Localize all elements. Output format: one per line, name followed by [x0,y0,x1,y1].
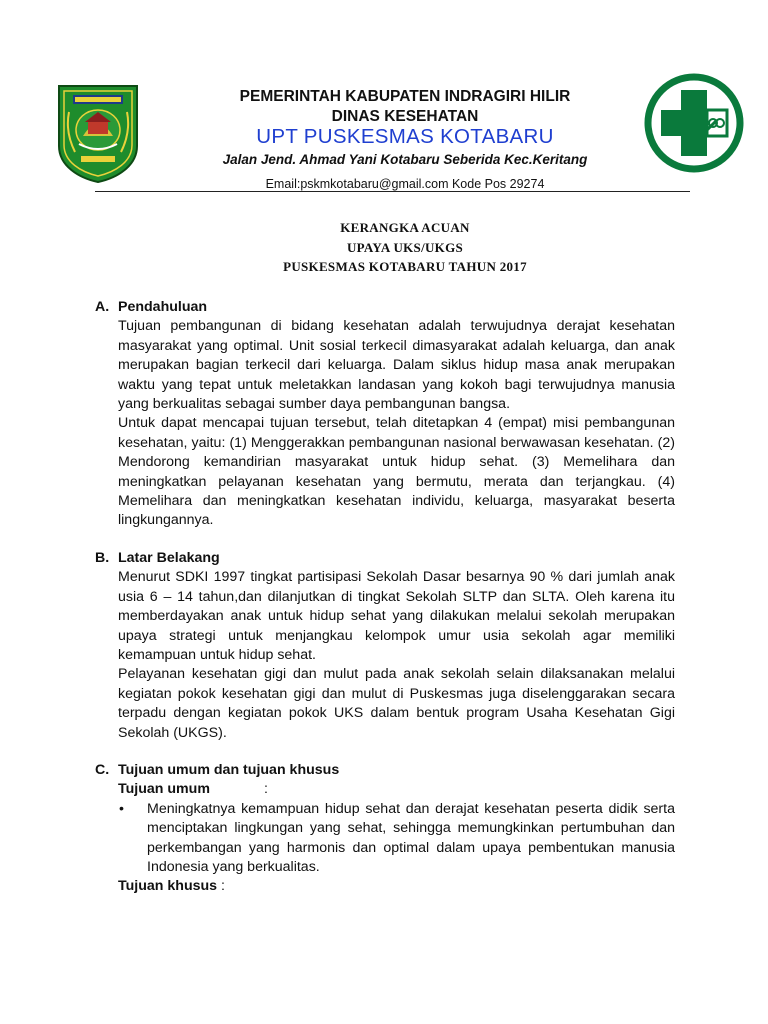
section-a-letter: A. [95,299,110,315]
section-a-heading [95,298,675,317]
doc-title-line3: PUSKESMAS KOTABARU TAHUN 2017 [283,259,527,274]
tujuan-umum-bullet-text: Meningkatnya kemampuan hidup sehat dan derajat kesehatan peserta didik serta menciptakan lingkungan yang sehat, sehingga memungkinkan pertumbuhan dan perkembangan yang harmonis dan optimal dalam upaya pembentukan manusia Indonesia yang berkualitas. [147,800,675,875]
doc-title-line2: UPAYA UKS/UKGS [346,240,464,255]
header-divider [95,191,690,192]
section-a-paragraph-1: Tujuan pembangunan di bidang kesehatan adalah terwujudnya derajat kesehatan masyarakat yang optimal. Unit sosial terkecil dimasyarakat adalah keluarga, dan anak merupakan bagian terkecil dari keluarga. Dalam siklus hidup masa anak merupakan waktu yang tepat untuk meletakkan landasan yang kokoh bagi terwujudnya manusia yang berkualitas sebagai sumber daya pembangunan bangsa. [118,318,675,413]
tujuan-umum-label [118,780,675,799]
section-c-letter: C. [95,761,110,778]
tujuan-khusus-text: Tujuan khusus [118,878,218,895]
section-b-title: Latar Belakang [118,549,220,566]
section-a-paragraph-2: Untuk dapat mencapai tujuan tersebut, telah ditetapkan 4 (empat) misi pembangunan kesehatan, yaitu: (1) Menggerakkan pembangunan nasional berwawasan kesehatan. (2) Mendorong kemandirian masyarakat untuk hidup sehat. (3) Memelihara dan meningkatkan pelayanan kesehatan yang bermutu, merata dan terjangkau. (4) Memelihara dan meningkatkan kesehatan individu, keluarga, masyarakat beserta lingkungannya. [118,415,675,529]
header-department: DINAS KESEHATAN [331,108,479,125]
section-b-paragraph-1: Menurut SDKI 1997 tingkat partisipasi Sekolah Dasar besarnya 90 % dari jumlah anak usia 6 – 14 tahun,dan dilanjutkan di tingkat Sekolah SLTP dan SLTA. Oleh karena itu memberdayakan anak untuk hidup sehat yang dilakukan melalui sekolah merupakan upaya strategi untuk menjangkau kelompok umur usia sekolah agar memiliki kemampuan untuk hidup sehat. [118,569,675,663]
tujuan-umum-colon: : [263,781,268,798]
section-b-heading [95,549,675,568]
section-c-title: Tujuan umum dan tujuan khusus [118,761,340,778]
tujuan-umum-bullet [119,800,675,878]
kemenkes-cross-icon [643,72,745,174]
header-institution: UPT PUSKESMAS KOTABARU [256,125,554,148]
tujuan-khusus-colon: : [217,878,225,895]
bullet-marker: • [119,800,124,817]
doc-title-line1: KERANGKA ACUAN [340,220,470,235]
section-b-letter: B. [95,549,110,566]
section-c-heading [95,761,675,780]
header-government: PEMERINTAH KABUPATEN INDRAGIRI HILIR [239,88,571,105]
tujuan-umum-text: Tujuan umum [118,781,210,798]
section-b-paragraph-2: Pelayanan kesehatan gigi dan mulut pada anak sekolah selain dilaksanakan melalui kegiatan pokok kesehatan gigi dan mulut di Puskesmas juga diselenggarakan secara terpadu dengan kegiatan pokok UKS dalam bentuk program Usaha Kesehatan Gigi Sekolah (UKGS). [118,666,675,741]
tujuan-khusus-label [118,877,675,896]
document-body [95,298,675,897]
kabupaten-emblem-icon [55,82,141,184]
header-address: Jalan Jend. Ahmad Yani Kotabaru Seberida Kec.Keritang [222,152,588,167]
section-a-title: Pendahuluan [118,299,208,315]
header-contact: Email:pskmkotabaru@gmail.com Kode Pos 29274 [265,177,545,191]
